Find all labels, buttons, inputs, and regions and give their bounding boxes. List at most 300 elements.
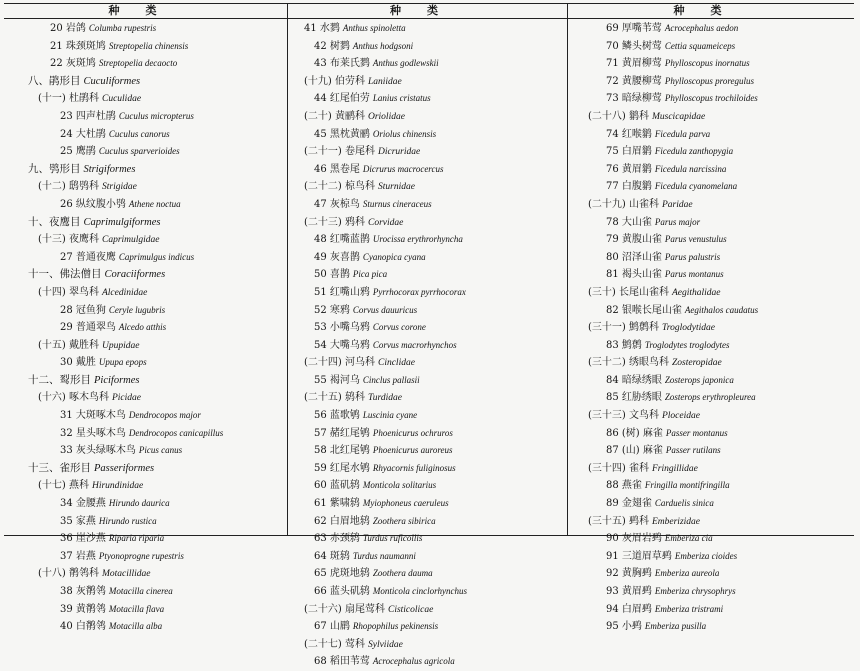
chinese-name: 62 白眉地鸫 (314, 515, 370, 527)
chinese-name: 78 大山雀 (606, 216, 652, 228)
chinese-name: (三十五) 鹀科 (588, 515, 649, 527)
chinese-name: 十、夜鹰目 (28, 215, 81, 228)
latin-name: Caprimulgus indicus (118, 251, 195, 262)
latin-name: Parus venustulus (664, 234, 727, 245)
chinese-name: 65 虎斑地鸫 (314, 568, 370, 580)
latin-name: Motacilla flava (108, 603, 165, 614)
latin-name: Zoothera sibirica (372, 515, 436, 526)
latin-name: Ceryle lugubris (108, 304, 166, 315)
family-row (570, 513, 854, 531)
chinese-name: 56 蓝歌鸲 (314, 410, 360, 422)
species-row (570, 231, 854, 249)
latin-name: Hirundo daurica (108, 498, 170, 509)
latin-name: Riparia riparia (108, 533, 165, 544)
latin-name: Ficedula cyanomelana (654, 181, 738, 192)
family-row (290, 214, 567, 232)
species-row (570, 302, 854, 320)
species-row (290, 337, 567, 355)
chinese-name: 68 稻田苇莺 (314, 656, 370, 668)
latin-name: Hirundo rustica (98, 515, 157, 526)
latin-name: Emberiza chrysophrys (654, 586, 736, 596)
species-row (290, 425, 567, 443)
family-row (570, 460, 854, 478)
latin-name: Fringillidae (651, 463, 698, 474)
latin-name: Picus canus (138, 445, 183, 456)
species-row (290, 565, 567, 583)
latin-name: Acrocephalus aedon (664, 23, 739, 33)
species-row (290, 407, 567, 425)
chinese-name: 46 黑卷尾 (314, 163, 360, 175)
latin-name: Emberiza pusilla (644, 621, 707, 632)
species-row (570, 161, 854, 179)
species-row (290, 442, 567, 460)
chinese-name: (二十三) 鸦科 (304, 216, 365, 228)
species-row (570, 73, 854, 91)
chinese-name: (二十六) 扇尾莺科 (304, 603, 385, 615)
chinese-name: 61 紫啸鸫 (314, 498, 360, 510)
species-row (570, 442, 854, 460)
latin-name: Caprimulgiformes (83, 216, 161, 228)
table-column-1 (4, 20, 287, 636)
species-row (4, 425, 287, 443)
chinese-name: 60 蓝矶鸫 (314, 480, 360, 492)
species-row (570, 618, 854, 636)
chinese-name: 29 普通翠鸟 (60, 322, 116, 334)
species-row (290, 495, 567, 513)
chinese-name: 70 鳞头树莺 (606, 40, 662, 52)
latin-name: Phoenicurus auroreus (372, 445, 453, 456)
species-row (570, 530, 854, 548)
chinese-name: 90 灰眉岩鹀 (606, 533, 662, 545)
chinese-name: 72 黄腰柳莺 (606, 75, 662, 87)
species-row (570, 126, 854, 144)
chinese-name: (十四) 翠鸟科 (38, 286, 99, 298)
latin-name: Passer rutilans (665, 445, 721, 456)
species-row (570, 548, 854, 566)
species-row (290, 530, 567, 548)
chinese-name: 84 暗绿绣眼 (606, 374, 662, 386)
order-row (4, 460, 287, 478)
chinese-name: (二十二) 椋鸟科 (304, 181, 375, 193)
chinese-name: 35 家燕 (60, 515, 96, 527)
latin-name: Emberiza tristrami (654, 603, 724, 614)
chinese-name: 34 金腰燕 (60, 498, 106, 510)
chinese-name: (二十五) 鸫科 (304, 392, 365, 404)
species-row (570, 495, 854, 513)
table-column-3 (570, 20, 854, 636)
latin-name: Phylloscopus trochiloides (664, 93, 758, 104)
chinese-name: 25 鹰鹃 (60, 146, 96, 158)
chinese-name: 69 厚嘴苇莺 (606, 23, 662, 34)
chinese-name: (三十二) 绣眼鸟科 (588, 357, 669, 369)
chinese-name: 92 黄胸鹀 (606, 568, 652, 580)
chinese-name: 55 褐河乌 (314, 374, 360, 386)
species-row (570, 389, 854, 407)
family-row (290, 108, 567, 126)
chinese-name: 64 斑鸫 (314, 550, 350, 562)
species-row (4, 354, 287, 372)
family-row (4, 231, 287, 249)
latin-name: Dendrocopos canicapillus (128, 427, 224, 438)
chinese-name: 47 灰椋鸟 (314, 198, 360, 210)
species-row (570, 583, 854, 601)
family-row (4, 389, 287, 407)
family-row (290, 636, 567, 654)
latin-name: Cuculus canorus (108, 128, 170, 139)
latin-name: Phoenicurus ochruros (372, 427, 453, 438)
chinese-name: (二十八) 鹟科 (588, 110, 649, 122)
species-row (290, 55, 567, 73)
latin-name: Upupa epops (98, 357, 147, 368)
species-row (4, 20, 287, 38)
species-row (570, 601, 854, 619)
species-row (290, 249, 567, 267)
chinese-name: 67 山鹛 (314, 621, 350, 633)
chinese-name: 87 (山) 麻雀 (606, 445, 663, 457)
family-row (570, 354, 854, 372)
latin-name: Corvus macrorhynchos (372, 339, 457, 350)
latin-name: Pica pica (352, 269, 388, 280)
chinese-name: 41 水鹨 (304, 23, 340, 34)
species-row (290, 266, 567, 284)
latin-name: Hirundinidae (91, 481, 144, 492)
latin-name: Emberiza cia (664, 533, 713, 544)
chinese-name: 66 蓝头矶鸫 (314, 586, 370, 597)
latin-name: Motacilla alba (108, 621, 163, 632)
species-row (290, 38, 567, 56)
order-row (4, 266, 287, 284)
chinese-name: 73 暗绿柳莺 (606, 93, 662, 105)
family-row (290, 601, 567, 619)
latin-name: Parus major (654, 216, 701, 227)
chinese-name: 44 红尾伯劳 (314, 93, 370, 105)
family-row (570, 284, 854, 302)
latin-name: Emberizidae (651, 516, 701, 527)
latin-name: Luscinia cyane (362, 410, 418, 421)
latin-name: Streptopelia decaocto (98, 58, 178, 69)
chinese-name: 88 燕雀 (606, 480, 642, 492)
chinese-name: 85 红胁绣眼 (606, 392, 662, 404)
species-row (570, 55, 854, 73)
latin-name: Dicruridae (377, 147, 421, 158)
family-row (290, 178, 567, 196)
chinese-name: 82 银喉长尾山雀 (606, 304, 682, 316)
chinese-name: (十五) 戴胜科 (38, 339, 99, 351)
chinese-name: 43 布莱氏鹨 (314, 58, 370, 70)
latin-name: Monticola solitarius (362, 480, 437, 491)
species-row (290, 583, 567, 601)
chinese-name: 77 白腹鹟 (606, 181, 652, 193)
family-row (570, 407, 854, 425)
latin-name: Muscicapidae (651, 111, 706, 122)
latin-name: Piciformes (94, 374, 140, 386)
species-row (290, 477, 567, 495)
chinese-name: 95 小鹀 (606, 621, 642, 633)
latin-name: Upupidae (101, 340, 140, 351)
chinese-name: 33 灰头绿啄木鸟 (60, 445, 136, 457)
chinese-name: 54 大嘴乌鸦 (314, 339, 370, 351)
family-row (290, 354, 567, 372)
latin-name: Sturnus cineraceus (362, 198, 432, 209)
species-row (290, 460, 567, 478)
species-row (4, 38, 287, 56)
species-row (570, 214, 854, 232)
latin-name: Zosterops japonica (664, 374, 734, 385)
species-row (290, 319, 567, 337)
latin-name: Coraciiformes (104, 269, 166, 281)
chinese-name: 93 黄眉鹀 (606, 586, 652, 597)
order-row (4, 161, 287, 179)
chinese-name: 31 大斑啄木鸟 (60, 410, 126, 422)
latin-name: Anthus godlewskii (372, 58, 439, 69)
chinese-name: 50 喜鹊 (314, 269, 350, 281)
latin-name: Rhopophilus pekinensis (352, 621, 439, 632)
chinese-name: (二十四) 河乌科 (304, 357, 375, 369)
latin-name: Strigidae (101, 182, 137, 193)
latin-name: Carduelis sinica (654, 498, 714, 509)
chinese-name: 63 赤颈鸫 (314, 533, 360, 545)
latin-name: Ficedula zanthopygia (654, 146, 734, 157)
latin-name: Lanius cristatus (372, 93, 431, 104)
latin-name: Cuculus sparverioides (98, 146, 180, 157)
latin-name: Parus montanus (664, 269, 724, 280)
latin-name: Ploceidae (661, 411, 700, 422)
chinese-name: 80 沼泽山雀 (606, 251, 662, 263)
latin-name: Pyrrhocorax pyrrhocorax (372, 286, 466, 297)
column-header: 种类 (673, 4, 748, 17)
latin-name: Columba rupestris (88, 23, 157, 33)
species-row (290, 126, 567, 144)
latin-name: Picidae (111, 393, 141, 404)
latin-name: Anthus spinoletta (342, 23, 406, 33)
family-row (290, 143, 567, 161)
latin-name: Sturnidae (377, 182, 415, 193)
order-row (4, 214, 287, 232)
latin-name: Athene noctua (128, 198, 181, 209)
latin-name: Strigiformes (83, 163, 136, 175)
chinese-name: (二十九) 山雀科 (588, 198, 659, 210)
chinese-name: (十一) 杜鹃科 (38, 93, 99, 105)
latin-name: Cyanopica cyana (362, 251, 426, 262)
chinese-name: 42 树鹨 (314, 40, 350, 52)
chinese-name: 75 白眉鹟 (606, 146, 652, 158)
species-row (570, 477, 854, 495)
species-row (290, 653, 567, 671)
species-row (4, 548, 287, 566)
species-row (290, 548, 567, 566)
latin-name: Troglodytidae (661, 323, 715, 334)
species-row (570, 178, 854, 196)
latin-name: Passer montanus (665, 427, 728, 438)
species-row (4, 583, 287, 601)
latin-name: Aegithalos caudatus (684, 304, 759, 315)
species-row (4, 55, 287, 73)
chinese-name: 27 普通夜鹰 (60, 251, 116, 263)
latin-name: Zosteropidae (671, 358, 722, 369)
species-row (4, 407, 287, 425)
table-header-rule (4, 18, 854, 19)
latin-name: Zoothera dauma (372, 568, 433, 579)
chinese-name: 九、鸮形目 (28, 162, 81, 175)
latin-name: Motacilla cinerea (108, 586, 173, 596)
species-row (290, 231, 567, 249)
latin-name: Anthus hodgsoni (352, 40, 414, 51)
species-row (4, 530, 287, 548)
latin-name: Cuculiformes (83, 75, 141, 87)
species-row (570, 372, 854, 390)
latin-name: Emberiza aureola (654, 568, 720, 579)
chinese-name: 53 小嘴乌鸦 (314, 322, 370, 334)
chinese-name: 91 三道眉草鹀 (606, 550, 672, 562)
latin-name: Rhyacornis fuliginosus (372, 462, 456, 473)
species-row (570, 565, 854, 583)
latin-name: Dendrocopos major (128, 410, 201, 421)
species-row (570, 20, 854, 38)
latin-name: Oriolidae (367, 111, 405, 122)
latin-name: Cisticolicae (387, 604, 434, 615)
chinese-name: 37 岩燕 (60, 550, 96, 562)
species-row (290, 284, 567, 302)
column-header: 种类 (108, 4, 183, 17)
chinese-name: 76 黄眉鹟 (606, 163, 652, 175)
chinese-name: 26 纵纹腹小鸮 (60, 198, 126, 210)
chinese-name: (二十) 黄鹂科 (304, 110, 365, 122)
latin-name: Urocissa erythrorhyncha (372, 234, 463, 245)
chinese-name: 59 红尾水鸲 (314, 462, 370, 474)
latin-name: Paridae (661, 199, 693, 210)
column-divider (287, 3, 288, 535)
species-row (290, 161, 567, 179)
species-row (4, 249, 287, 267)
family-row (290, 73, 567, 91)
chinese-name: 39 黄鹡鸰 (60, 603, 106, 615)
family-row (4, 284, 287, 302)
latin-name: Turdus ruficollis (362, 533, 423, 544)
chinese-name: 94 白眉鹀 (606, 603, 652, 615)
latin-name: Alcedo atthis (118, 322, 167, 333)
family-row (570, 108, 854, 126)
species-row (4, 319, 287, 337)
latin-name: Myiophoneus caeruleus (362, 498, 449, 509)
chinese-name: 32 星头啄木鸟 (60, 427, 126, 439)
latin-name: Corvidae (367, 217, 404, 228)
latin-name: Dicrurus macrocercus (362, 163, 444, 174)
species-row (570, 38, 854, 56)
chinese-name: 22 灰斑鸠 (50, 58, 96, 70)
chinese-name: 57 赭红尾鸲 (314, 427, 370, 439)
chinese-name: 23 四声杜鹃 (60, 110, 116, 122)
chinese-name: 十二、䴕形目 (28, 373, 91, 386)
latin-name: Streptopelia chinensis (108, 40, 189, 51)
latin-name: Passeriformes (94, 462, 155, 474)
latin-name: Fringilla montifringilla (644, 480, 730, 491)
latin-name: Corvus corone (372, 322, 426, 333)
species-row (290, 618, 567, 636)
chinese-name: 52 寒鸦 (314, 304, 350, 316)
latin-name: Sylviidae (367, 639, 403, 650)
species-row (290, 20, 567, 38)
chinese-name: (十七) 燕科 (38, 480, 89, 492)
family-row (570, 196, 854, 214)
chinese-name: 83 鹪鹩 (606, 339, 642, 351)
latin-name: Ficedula parva (654, 128, 711, 139)
chinese-name: 24 大杜鹃 (60, 128, 106, 140)
species-row (4, 495, 287, 513)
latin-name: Oriolus chinensis (372, 128, 437, 139)
family-row (4, 178, 287, 196)
latin-name: Zosterops erythropleurea (664, 392, 756, 403)
chinese-name: (三十一) 鹪鹩科 (588, 322, 659, 334)
chinese-name: (十九) 伯劳科 (304, 75, 365, 87)
species-row (570, 425, 854, 443)
species-row (570, 90, 854, 108)
chinese-name: 20 岩鸽 (50, 23, 86, 34)
latin-name: Corvus dauuricus (352, 304, 418, 315)
species-row (570, 249, 854, 267)
chinese-name: 74 红喉鹟 (606, 128, 652, 140)
chinese-name: 38 灰鹡鸰 (60, 586, 106, 597)
chinese-name: (十八) 鹡鸰科 (38, 568, 99, 580)
chinese-name: (二十一) 卷尾科 (304, 146, 375, 158)
chinese-name: 21 珠颈斑鸠 (50, 40, 106, 52)
column-divider (567, 3, 568, 535)
order-row (4, 73, 287, 91)
chinese-name: (三十三) 文鸟科 (588, 410, 659, 422)
chinese-name: (十六) 啄木鸟科 (38, 392, 109, 404)
latin-name: Alcedinidae (101, 287, 148, 298)
species-row (4, 108, 287, 126)
latin-name: Acrocephalus agricola (372, 656, 455, 667)
family-row (4, 90, 287, 108)
table-column-2 (290, 20, 567, 671)
species-row (290, 302, 567, 320)
chinese-name: 71 黄眉柳莺 (606, 58, 662, 70)
chinese-name: 40 白鹡鸰 (60, 621, 106, 633)
species-row (4, 143, 287, 161)
latin-name: Cettia squameiceps (664, 40, 736, 51)
species-row (4, 513, 287, 531)
chinese-name: 51 红嘴山鸦 (314, 286, 370, 298)
chinese-name: 十三、雀形目 (28, 461, 91, 474)
family-row (290, 389, 567, 407)
chinese-name: (十二) 鸱鸮科 (38, 181, 99, 193)
chinese-name: 81 褐头山雀 (606, 269, 662, 281)
species-row (290, 513, 567, 531)
chinese-name: 48 红嘴蓝鹊 (314, 234, 370, 246)
latin-name: Caprimulgidae (101, 235, 160, 246)
species-row (4, 196, 287, 214)
latin-name: Phylloscopus inornatus (664, 58, 750, 69)
latin-name: Phylloscopus proregulus (664, 75, 754, 86)
chinese-name: 36 崖沙燕 (60, 533, 106, 545)
chinese-name: 28 冠鱼狗 (60, 304, 106, 316)
family-row (4, 565, 287, 583)
species-row (4, 601, 287, 619)
latin-name: Cuculus micropterus (118, 110, 194, 121)
latin-name: Motacillidae (101, 569, 151, 580)
chinese-name: 86 (树) 麻雀 (606, 427, 663, 439)
latin-name: Turdus naumanni (352, 550, 416, 561)
latin-name: Emberiza cioides (674, 550, 738, 561)
latin-name: Laniidae (367, 76, 402, 87)
chinese-name: 30 戴胜 (60, 357, 96, 369)
family-row (570, 319, 854, 337)
latin-name: Ficedula narcissina (654, 163, 727, 174)
species-row (290, 90, 567, 108)
latin-name: Cuculidae (101, 94, 142, 105)
species-row (4, 442, 287, 460)
chinese-name: 79 黄腹山雀 (606, 234, 662, 246)
